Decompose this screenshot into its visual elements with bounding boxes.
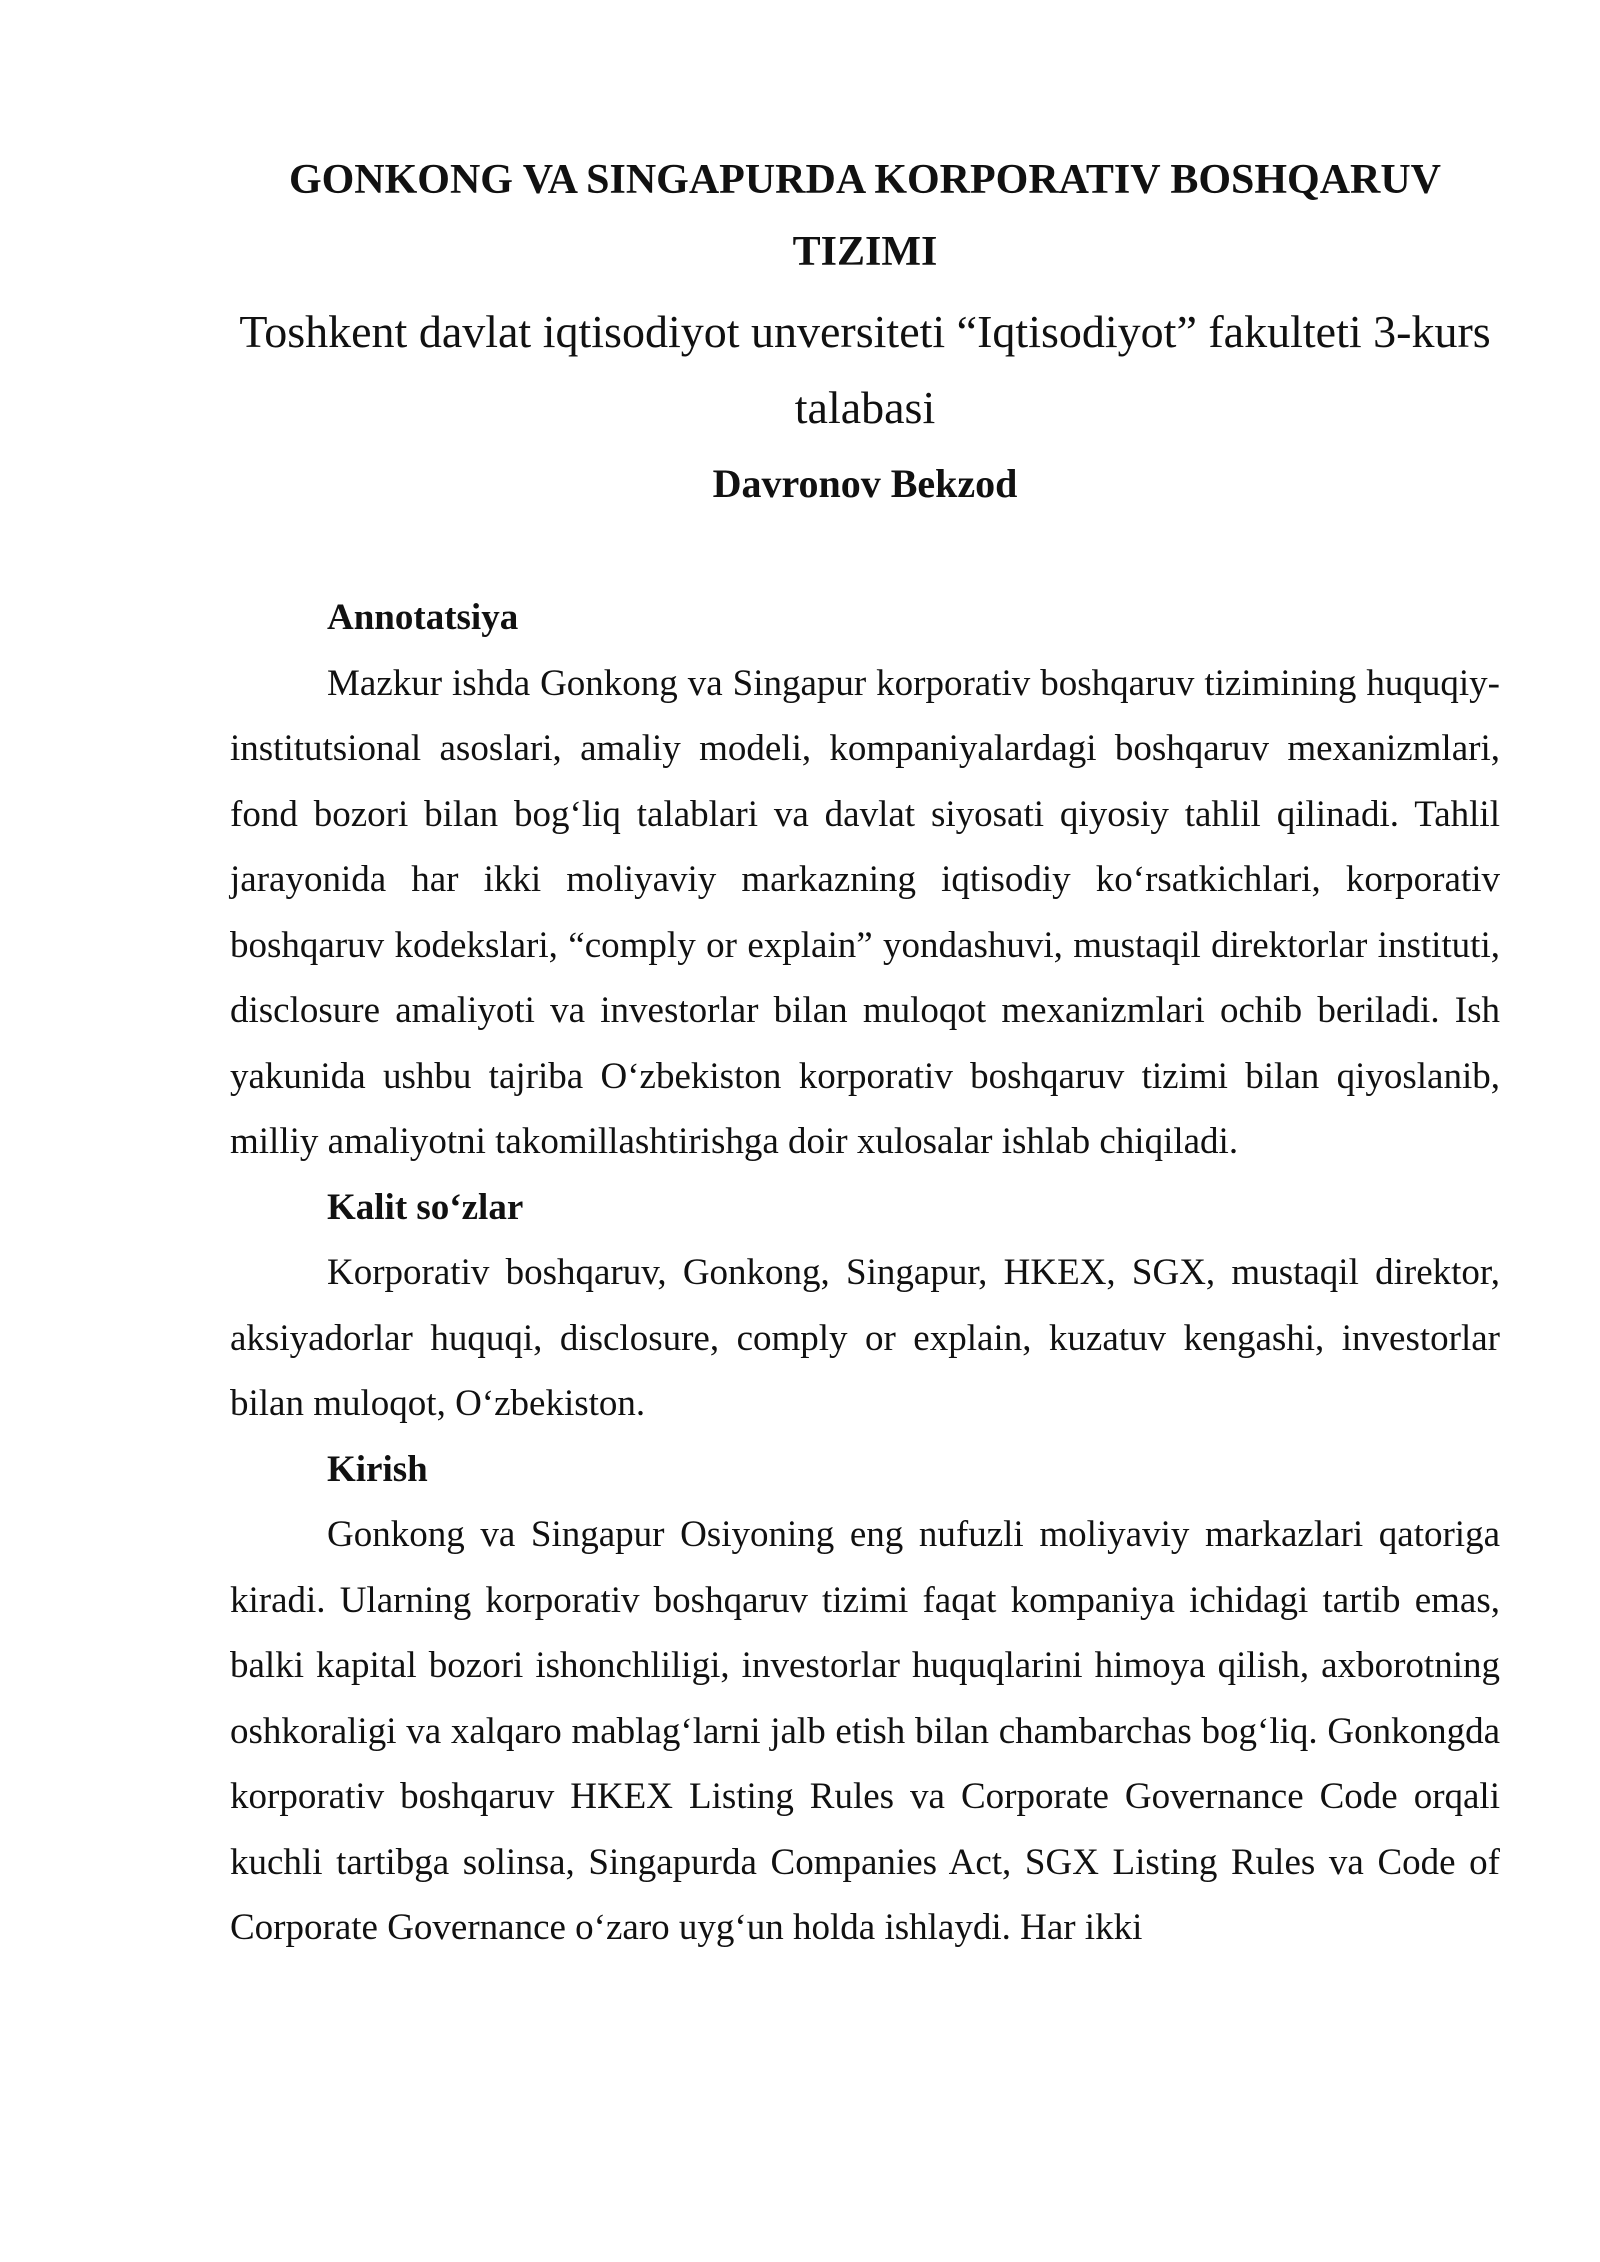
intro-paragraph: Gonkong va Singapur Osiyoning eng nufuzli moliyaviy markazlari qatoriga kiradi. Ularning korporativ boshqaruv tizimi faqat kompaniya ichidagi tartib emas, balki kapital bozori ishonchliligi, investorlar huquqlarini himoya qilish, axborotning oshkoraligi va xalqaro mablag‘larni jalb etish bilan chambarchas bog‘liq. Gonkongda korporativ boshqaruv HKEX Listing Rules va Corporate Governance Code orqali kuchli tartibga solinsa, Singapurda Companies Act, SGX Listing Rules va Code of Corporate Governance o‘zaro uyg‘un holda ishlaydi. Har ikki [230, 1514, 1500, 1948]
abstract-heading: Annotatsiya [327, 597, 519, 638]
document-body [230, 585, 1500, 1961]
intro-heading: Kirish [327, 1448, 428, 1490]
author-name: Davronov Bekzod [712, 461, 1018, 506]
abstract-paragraph: Mazkur ishda Gonkong va Singapur korporativ boshqaruv tizimining huquqiy-institutsional asoslari, amaliy modeli, kompaniyalardagi boshqaruv mexanizmlari, fond bozori bilan bog‘liq talablari va davlat siyosati qiyosiy tahlil qilinadi. Tahlil jarayonida har ikki moliyaviy markazning iqtisodiy ko‘rsatkichlari, korporativ boshqaruv kodekslari, “comply or explain” yondashuvi, mustaqil direktorlar instituti, disclosure amaliyoti va investorlar bilan muloqot mexanizmlari ochib beriladi. Ish yakunida ushbu tajriba O‘zbekiston korporativ boshqaruv tizimi bilan qiyoslanib, milliy amaliyotni takomillashtirishga doir xulosalar ishlab chiqiladi. [230, 662, 1500, 1162]
paper-title: GONKONG VA SINGAPURDA KORPORATIV BOSHQARUV TIZIMI [288, 157, 1442, 275]
keywords-heading: Kalit so‘zlar [327, 1186, 524, 1228]
author-affiliation: Toshkent davlat iqtisodiyot unversiteti “Iqtisodiyot” fakulteti 3-kurs talabasi [239, 306, 1491, 433]
keywords-paragraph: Korporativ boshqaruv, Gonkong, Singapur, HKEX, SGX, mustaqil direktor, aksiyadorlar huquqi, disclosure, comply or explain, kuzatuv kengashi, investorlar bilan muloqot, O‘zbekiston. [230, 1252, 1500, 1424]
